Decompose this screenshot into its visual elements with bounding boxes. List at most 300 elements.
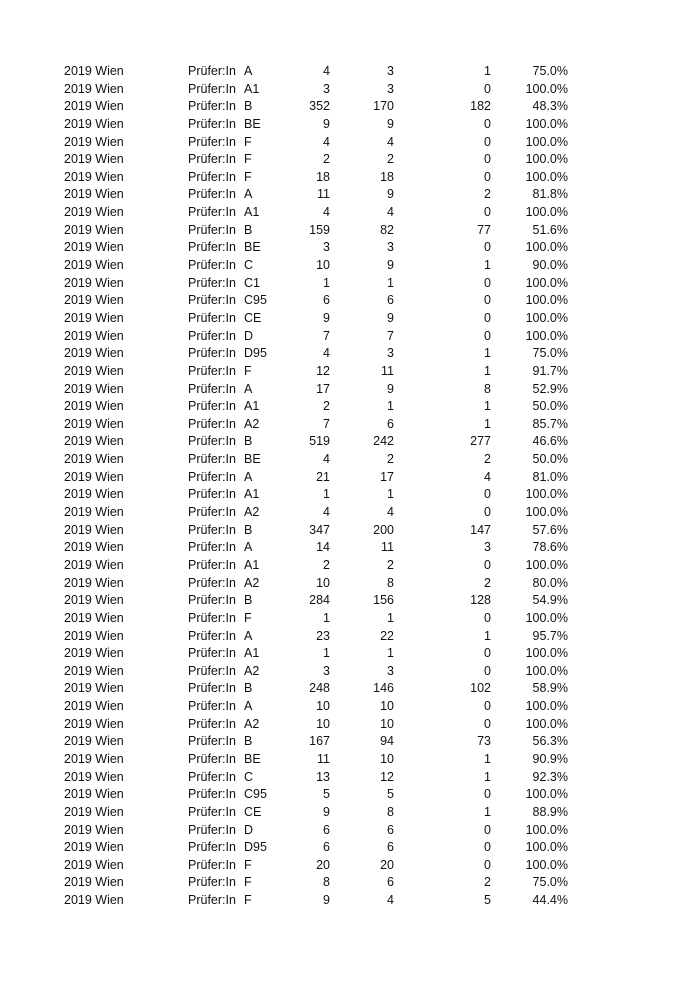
year-cell: 2019 Wien <box>64 610 124 625</box>
failed-count-cell: 0 <box>484 152 491 167</box>
role-cell: Prüfer:In <box>188 628 236 643</box>
total-count-cell: 2 <box>323 152 330 167</box>
failed-count-cell: 1 <box>484 64 491 78</box>
license-class-cell: A <box>244 699 253 714</box>
table-row <box>0 363 700 381</box>
table-row <box>0 522 700 540</box>
total-count-cell: 248 <box>309 681 330 696</box>
total-count-cell: 519 <box>309 434 330 449</box>
table-row <box>0 451 700 469</box>
total-count-cell: 352 <box>309 99 330 114</box>
failed-count-cell: 73 <box>477 734 491 749</box>
license-class-cell: CE <box>244 310 262 325</box>
passed-count-cell: 170 <box>373 99 394 114</box>
failed-count-cell: 1 <box>484 416 491 431</box>
table-row <box>0 292 700 310</box>
role-cell: Prüfer:In <box>188 328 236 343</box>
total-count-cell: 6 <box>323 822 330 837</box>
license-class-cell: D95 <box>244 840 267 855</box>
pass-rate-cell: 78.6% <box>532 540 568 555</box>
failed-count-cell: 8 <box>484 381 491 396</box>
pass-rate-cell: 100.0% <box>525 205 568 220</box>
total-count-cell: 284 <box>309 593 330 608</box>
failed-count-cell: 0 <box>484 169 491 184</box>
passed-count-cell: 8 <box>387 804 394 819</box>
pass-rate-cell: 100.0% <box>525 152 568 167</box>
pass-rate-cell: 50.0% <box>532 452 568 467</box>
table-row <box>0 504 700 522</box>
total-count-cell: 4 <box>323 452 330 467</box>
year-cell: 2019 Wien <box>64 734 124 749</box>
pass-rate-cell: 52.9% <box>532 381 568 396</box>
table-row <box>0 610 700 628</box>
total-count-cell: 2 <box>323 399 330 414</box>
pass-rate-cell: 44.4% <box>532 893 568 908</box>
passed-count-cell: 6 <box>387 840 394 855</box>
table-row <box>0 786 700 804</box>
role-cell: Prüfer:In <box>188 505 236 520</box>
total-count-cell: 23 <box>316 628 330 643</box>
year-cell: 2019 Wien <box>64 169 124 184</box>
pass-rate-cell: 100.0% <box>525 293 568 308</box>
table-row <box>0 98 700 116</box>
license-class-cell: A <box>244 540 253 555</box>
role-cell: Prüfer:In <box>188 452 236 467</box>
failed-count-cell: 0 <box>484 646 491 661</box>
pass-rate-cell: 100.0% <box>525 240 568 255</box>
table-row <box>0 698 700 716</box>
total-count-cell: 4 <box>323 346 330 361</box>
passed-count-cell: 1 <box>387 610 394 625</box>
failed-count-cell: 277 <box>470 434 491 449</box>
failed-count-cell: 0 <box>484 787 491 802</box>
passed-count-cell: 11 <box>381 363 394 378</box>
pass-rate-cell: 91.7% <box>532 363 568 378</box>
role-cell: Prüfer:In <box>188 187 236 202</box>
license-class-cell: F <box>244 363 252 378</box>
license-class-cell: B <box>244 222 253 237</box>
passed-count-cell: 10 <box>380 716 394 731</box>
year-cell: 2019 Wien <box>64 699 124 714</box>
license-class-cell: C1 <box>244 275 260 290</box>
license-class-cell: F <box>244 169 252 184</box>
year-cell: 2019 Wien <box>64 275 124 290</box>
role-cell: Prüfer:In <box>188 522 236 537</box>
passed-count-cell: 4 <box>387 893 394 908</box>
passed-count-cell: 17 <box>380 469 394 484</box>
passed-count-cell: 3 <box>387 663 394 678</box>
role-cell: Prüfer:In <box>188 469 236 484</box>
year-cell: 2019 Wien <box>64 875 124 890</box>
pass-rate-cell: 100.0% <box>525 81 568 96</box>
year-cell: 2019 Wien <box>64 716 124 731</box>
total-count-cell: 159 <box>309 222 330 237</box>
license-class-cell: A <box>244 187 253 202</box>
pass-rate-cell: 100.0% <box>525 716 568 731</box>
role-cell: Prüfer:In <box>188 716 236 731</box>
license-class-cell: D95 <box>244 346 267 361</box>
passed-count-cell: 9 <box>387 187 394 202</box>
license-class-cell: C <box>244 258 254 273</box>
year-cell: 2019 Wien <box>64 99 124 114</box>
failed-count-cell: 0 <box>484 134 491 149</box>
year-cell: 2019 Wien <box>64 258 124 273</box>
year-cell: 2019 Wien <box>64 593 124 608</box>
table-row <box>0 874 700 892</box>
role-cell: Prüfer:In <box>188 575 236 590</box>
license-class-cell: B <box>244 734 253 749</box>
total-count-cell: 6 <box>323 840 330 855</box>
table-row <box>0 575 700 593</box>
table-row <box>0 769 700 787</box>
license-class-cell: D <box>244 822 254 837</box>
total-count-cell: 4 <box>323 134 330 149</box>
year-cell: 2019 Wien <box>64 310 124 325</box>
role-cell: Prüfer:In <box>188 840 236 855</box>
failed-count-cell: 0 <box>484 328 491 343</box>
year-cell: 2019 Wien <box>64 663 124 678</box>
table-row <box>0 557 700 575</box>
license-class-cell: BE <box>244 116 261 131</box>
table-row <box>0 892 700 910</box>
passed-count-cell: 1 <box>387 646 394 661</box>
passed-count-cell: 242 <box>373 434 394 449</box>
year-cell: 2019 Wien <box>64 787 124 802</box>
license-class-cell: BE <box>244 452 261 467</box>
failed-count-cell: 0 <box>484 81 491 96</box>
failed-count-cell: 0 <box>484 275 491 290</box>
pass-rate-cell: 100.0% <box>525 610 568 625</box>
total-count-cell: 14 <box>316 540 330 555</box>
passed-count-cell: 4 <box>387 134 394 149</box>
role-cell: Prüfer:In <box>188 557 236 572</box>
table-row <box>0 857 700 875</box>
table-row <box>0 222 700 240</box>
failed-count-cell: 0 <box>484 663 491 678</box>
table-row <box>0 733 700 751</box>
year-cell: 2019 Wien <box>64 328 124 343</box>
passed-count-cell: 3 <box>387 240 394 255</box>
license-class-cell: B <box>244 681 253 696</box>
total-count-cell: 7 <box>323 416 330 431</box>
total-count-cell: 10 <box>316 699 330 714</box>
role-cell: Prüfer:In <box>188 804 236 819</box>
year-cell: 2019 Wien <box>64 399 124 414</box>
table-row <box>0 663 700 681</box>
total-count-cell: 12 <box>316 363 330 378</box>
total-count-cell: 21 <box>316 469 330 484</box>
total-count-cell: 10 <box>316 716 330 731</box>
role-cell: Prüfer:In <box>188 822 236 837</box>
role-cell: Prüfer:In <box>188 540 236 555</box>
table-row <box>0 257 700 275</box>
passed-count-cell: 200 <box>373 522 394 537</box>
failed-count-cell: 0 <box>484 310 491 325</box>
total-count-cell: 4 <box>323 64 330 78</box>
license-class-cell: CE <box>244 804 262 819</box>
role-cell: Prüfer:In <box>188 134 236 149</box>
year-cell: 2019 Wien <box>64 522 124 537</box>
role-cell: Prüfer:In <box>188 346 236 361</box>
role-cell: Prüfer:In <box>188 734 236 749</box>
year-cell: 2019 Wien <box>64 505 124 520</box>
pass-rate-cell: 81.0% <box>532 469 568 484</box>
table-row <box>0 345 700 363</box>
role-cell: Prüfer:In <box>188 893 236 908</box>
passed-count-cell: 146 <box>373 681 394 696</box>
table-row <box>0 151 700 169</box>
table-row <box>0 716 700 734</box>
passed-count-cell: 3 <box>387 64 394 78</box>
role-cell: Prüfer:In <box>188 258 236 273</box>
passed-count-cell: 6 <box>387 416 394 431</box>
total-count-cell: 3 <box>323 81 330 96</box>
passed-count-cell: 10 <box>380 699 394 714</box>
failed-count-cell: 2 <box>484 187 491 202</box>
table-row <box>0 381 700 399</box>
role-cell: Prüfer:In <box>188 293 236 308</box>
failed-count-cell: 2 <box>484 875 491 890</box>
license-class-cell: A <box>244 381 253 396</box>
passed-count-cell: 10 <box>380 751 394 766</box>
license-class-cell: C95 <box>244 787 267 802</box>
role-cell: Prüfer:In <box>188 169 236 184</box>
pass-rate-cell: 100.0% <box>525 487 568 502</box>
license-class-cell: F <box>244 152 252 167</box>
passed-count-cell: 9 <box>387 116 394 131</box>
license-class-cell: B <box>244 99 253 114</box>
table-row <box>0 628 700 646</box>
table-row <box>0 839 700 857</box>
role-cell: Prüfer:In <box>188 310 236 325</box>
pass-rate-cell: 90.9% <box>532 751 568 766</box>
pass-rate-cell: 100.0% <box>525 840 568 855</box>
year-cell: 2019 Wien <box>64 363 124 378</box>
pass-rate-cell: 88.9% <box>532 804 568 819</box>
pass-rate-cell: 100.0% <box>525 275 568 290</box>
year-cell: 2019 Wien <box>64 152 124 167</box>
total-count-cell: 3 <box>323 240 330 255</box>
pass-rate-cell: 100.0% <box>525 557 568 572</box>
year-cell: 2019 Wien <box>64 222 124 237</box>
passed-count-cell: 20 <box>380 857 394 872</box>
failed-count-cell: 1 <box>484 258 491 273</box>
failed-count-cell: 1 <box>484 751 491 766</box>
failed-count-cell: 102 <box>470 681 491 696</box>
table-row <box>0 592 700 610</box>
role-cell: Prüfer:In <box>188 857 236 872</box>
failed-count-cell: 0 <box>484 116 491 131</box>
license-class-cell: A1 <box>244 557 260 572</box>
role-cell: Prüfer:In <box>188 81 236 96</box>
license-class-cell: B <box>244 593 253 608</box>
total-count-cell: 11 <box>317 187 330 202</box>
role-cell: Prüfer:In <box>188 681 236 696</box>
total-count-cell: 3 <box>323 663 330 678</box>
year-cell: 2019 Wien <box>64 681 124 696</box>
role-cell: Prüfer:In <box>188 646 236 661</box>
year-cell: 2019 Wien <box>64 893 124 908</box>
license-class-cell: D <box>244 328 254 343</box>
table-row <box>0 486 700 504</box>
failed-count-cell: 1 <box>484 363 491 378</box>
license-class-cell: F <box>244 893 252 908</box>
table-row <box>0 822 700 840</box>
passed-count-cell: 1 <box>387 487 394 502</box>
year-cell: 2019 Wien <box>64 540 124 555</box>
total-count-cell: 347 <box>309 522 330 537</box>
pass-rate-cell: 46.6% <box>532 434 568 449</box>
passed-count-cell: 9 <box>387 258 394 273</box>
total-count-cell: 8 <box>323 875 330 890</box>
failed-count-cell: 1 <box>484 628 491 643</box>
passed-count-cell: 4 <box>387 205 394 220</box>
failed-count-cell: 1 <box>484 804 491 819</box>
year-cell: 2019 Wien <box>64 381 124 396</box>
year-cell: 2019 Wien <box>64 346 124 361</box>
role-cell: Prüfer:In <box>188 751 236 766</box>
table-row <box>0 116 700 134</box>
table-row <box>0 328 700 346</box>
year-cell: 2019 Wien <box>64 81 124 96</box>
table-row <box>0 645 700 663</box>
total-count-cell: 1 <box>323 610 330 625</box>
pass-rate-cell: 75.0% <box>532 64 568 78</box>
license-class-cell: A1 <box>244 646 260 661</box>
year-cell: 2019 Wien <box>64 646 124 661</box>
passed-count-cell: 4 <box>387 505 394 520</box>
year-cell: 2019 Wien <box>64 452 124 467</box>
total-count-cell: 9 <box>323 116 330 131</box>
passed-count-cell: 2 <box>387 557 394 572</box>
role-cell: Prüfer:In <box>188 64 236 78</box>
license-class-cell: C95 <box>244 293 267 308</box>
pass-rate-cell: 100.0% <box>525 663 568 678</box>
role-cell: Prüfer:In <box>188 593 236 608</box>
pass-rate-cell: 100.0% <box>525 134 568 149</box>
pass-rate-cell: 54.9% <box>532 593 568 608</box>
total-count-cell: 1 <box>323 275 330 290</box>
license-class-cell: A1 <box>244 205 260 220</box>
year-cell: 2019 Wien <box>64 751 124 766</box>
pass-rate-cell: 100.0% <box>525 857 568 872</box>
total-count-cell: 4 <box>323 505 330 520</box>
passed-count-cell: 8 <box>387 575 394 590</box>
year-cell: 2019 Wien <box>64 840 124 855</box>
failed-count-cell: 147 <box>470 522 491 537</box>
passed-count-cell: 7 <box>387 328 394 343</box>
license-class-cell: B <box>244 522 253 537</box>
license-class-cell: C <box>244 769 254 784</box>
pass-rate-cell: 100.0% <box>525 328 568 343</box>
table-row <box>0 169 700 187</box>
license-class-cell: A2 <box>244 416 260 431</box>
year-cell: 2019 Wien <box>64 487 124 502</box>
passed-count-cell: 12 <box>380 769 394 784</box>
table-row <box>0 63 700 81</box>
pass-rate-cell: 48.3% <box>532 99 568 114</box>
role-cell: Prüfer:In <box>188 434 236 449</box>
license-class-cell: A1 <box>244 399 260 414</box>
failed-count-cell: 0 <box>484 487 491 502</box>
table-row <box>0 310 700 328</box>
total-count-cell: 1 <box>323 487 330 502</box>
total-count-cell: 6 <box>323 293 330 308</box>
role-cell: Prüfer:In <box>188 769 236 784</box>
pass-rate-cell: 57.6% <box>532 522 568 537</box>
failed-count-cell: 77 <box>477 222 491 237</box>
year-cell: 2019 Wien <box>64 64 124 78</box>
role-cell: Prüfer:In <box>188 487 236 502</box>
pass-rate-cell: 80.0% <box>532 575 568 590</box>
pass-rate-cell: 50.0% <box>532 399 568 414</box>
table-row <box>0 539 700 557</box>
failed-count-cell: 5 <box>484 893 491 908</box>
passed-count-cell: 6 <box>387 293 394 308</box>
license-class-cell: A <box>244 64 253 78</box>
role-cell: Prüfer:In <box>188 152 236 167</box>
pass-rate-cell: 85.7% <box>532 416 568 431</box>
failed-count-cell: 4 <box>484 469 491 484</box>
failed-count-cell: 0 <box>484 557 491 572</box>
total-count-cell: 1 <box>323 646 330 661</box>
passed-count-cell: 2 <box>387 152 394 167</box>
license-class-cell: F <box>244 857 252 872</box>
license-class-cell: A2 <box>244 663 260 678</box>
passed-count-cell: 18 <box>380 169 394 184</box>
total-count-cell: 13 <box>316 769 330 784</box>
total-count-cell: 9 <box>323 893 330 908</box>
total-count-cell: 10 <box>316 575 330 590</box>
license-class-cell: A2 <box>244 716 260 731</box>
failed-count-cell: 0 <box>484 293 491 308</box>
table-row <box>0 804 700 822</box>
pass-rate-cell: 81.8% <box>532 187 568 202</box>
table-row <box>0 469 700 487</box>
total-count-cell: 18 <box>316 169 330 184</box>
role-cell: Prüfer:In <box>188 99 236 114</box>
role-cell: Prüfer:In <box>188 240 236 255</box>
year-cell: 2019 Wien <box>64 240 124 255</box>
role-cell: Prüfer:In <box>188 787 236 802</box>
table-row <box>0 81 700 99</box>
license-class-cell: A1 <box>244 81 260 96</box>
passed-count-cell: 9 <box>387 310 394 325</box>
pass-rate-cell: 100.0% <box>525 169 568 184</box>
pass-rate-cell: 100.0% <box>525 310 568 325</box>
role-cell: Prüfer:In <box>188 699 236 714</box>
table-row <box>0 239 700 257</box>
year-cell: 2019 Wien <box>64 575 124 590</box>
passed-count-cell: 1 <box>387 399 394 414</box>
table-row <box>0 416 700 434</box>
total-count-cell: 167 <box>309 734 330 749</box>
table-row <box>0 433 700 451</box>
failed-count-cell: 0 <box>484 840 491 855</box>
pass-rate-cell: 95.7% <box>532 628 568 643</box>
license-class-cell: A1 <box>244 487 260 502</box>
role-cell: Prüfer:In <box>188 610 236 625</box>
pass-rate-cell: 90.0% <box>532 258 568 273</box>
passed-count-cell: 6 <box>387 822 394 837</box>
failed-count-cell: 0 <box>484 822 491 837</box>
year-cell: 2019 Wien <box>64 557 124 572</box>
year-cell: 2019 Wien <box>64 205 124 220</box>
role-cell: Prüfer:In <box>188 663 236 678</box>
pass-rate-cell: 100.0% <box>525 822 568 837</box>
total-count-cell: 17 <box>316 381 330 396</box>
total-count-cell: 11 <box>317 751 330 766</box>
